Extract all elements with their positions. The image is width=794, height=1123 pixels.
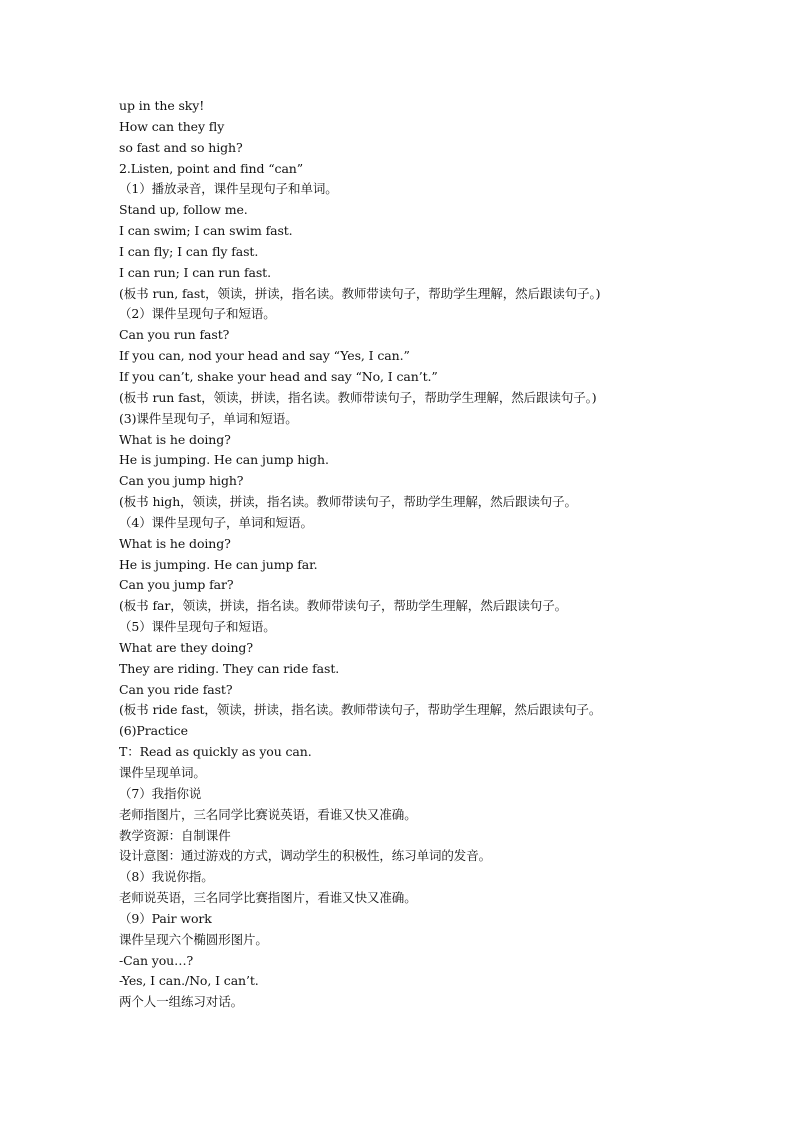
text-line: -Can you…? xyxy=(119,952,194,968)
text-line: 两个人一组练习对话。 xyxy=(119,994,244,1010)
text-line: -Yes, I can./No, I can’t. xyxy=(119,973,259,989)
text-line: I can fly; I can fly fast. xyxy=(119,243,259,259)
step-heading: （1）播放录音，课件呈现句子和单词。 xyxy=(119,181,338,197)
step-heading: （9）Pair work xyxy=(119,910,212,926)
step-heading: （5）课件呈现句子和短语。 xyxy=(119,619,276,635)
text-line: What are they doing? xyxy=(119,639,253,655)
text-line: 课件呈现六个椭圆形图片。 xyxy=(119,931,268,947)
teacher-note: (板书 ride fast，领读，拼读，指名读。教师带读句子，帮助学生理解，然后跟读句子。 xyxy=(119,702,602,718)
teacher-note: (板书 run fast，领读，拼读，指名读。教师带读句子，帮助学生理解，然后跟读句子。) xyxy=(119,389,597,405)
text-line: If you can, nod your head and say “Yes, I can.” xyxy=(119,348,410,364)
text-line: 课件呈现单词。 xyxy=(119,765,206,780)
text-line: Stand up, follow me. xyxy=(119,202,248,218)
step-heading: （4）课件呈现句子，单词和短语。 xyxy=(119,514,313,530)
text-line: I can run; I can run fast. xyxy=(119,264,271,280)
section-heading: 2.Listen, point and find “can” xyxy=(119,160,304,176)
text-line: up in the sky! xyxy=(119,98,205,113)
teacher-note: (板书 high，领读，拼读，指名读。教师带读句子，帮助学生理解，然后跟读句子。 xyxy=(119,494,577,510)
text-line: 老师说英语，三名同学比赛指图片，看谁又快又准确。 xyxy=(119,890,417,906)
text-line: Can you run fast? xyxy=(119,327,230,343)
text-line: They are riding. They can ride fast. xyxy=(119,660,340,676)
text-line: Can you ride fast? xyxy=(119,681,233,697)
text-line: T：Read as quickly as you can. xyxy=(119,744,312,760)
text-line: What is he doing? xyxy=(119,431,231,447)
teacher-note: (板书 run, fast，领读，拼读，指名读。教师带读句子，帮助学生理解，然后跟读句子。) xyxy=(119,285,601,301)
document-body xyxy=(119,96,679,1013)
step-heading: (6)Practice xyxy=(119,723,188,739)
text-line: He is jumping. He can jump far. xyxy=(119,556,318,572)
text-line: If you can’t, shake your head and say “No, I can’t.” xyxy=(119,368,438,384)
text-line: so fast and so high? xyxy=(119,139,243,155)
text-line: I can swim; I can swim fast. xyxy=(119,223,293,239)
teacher-note: (板书 far，领读，拼读，指名读。教师带读句子，帮助学生理解，然后跟读句子。 xyxy=(119,598,568,614)
step-heading: （2）课件呈现句子和短语。 xyxy=(119,306,276,322)
step-heading: （8）我说你指。 xyxy=(119,869,214,885)
text-line: 老师指图片，三名同学比赛说英语，看谁又快又准确。 xyxy=(119,806,417,822)
text-line: What is he doing? xyxy=(119,535,231,551)
text-line: How can they fly xyxy=(119,118,225,134)
step-heading: (3)课件呈现句子，单词和短语。 xyxy=(119,410,298,426)
text-line: 设计意图：通过游戏的方式，调动学生的积极性，练习单词的发音。 xyxy=(119,848,492,864)
text-line: He is jumping. He can jump high. xyxy=(119,452,329,468)
text-line: Can you jump high? xyxy=(119,473,244,489)
step-heading: （7）我指你说 xyxy=(119,785,202,801)
text-line: Can you jump far? xyxy=(119,577,234,593)
text-line: 教学资源：自制课件 xyxy=(119,827,231,843)
